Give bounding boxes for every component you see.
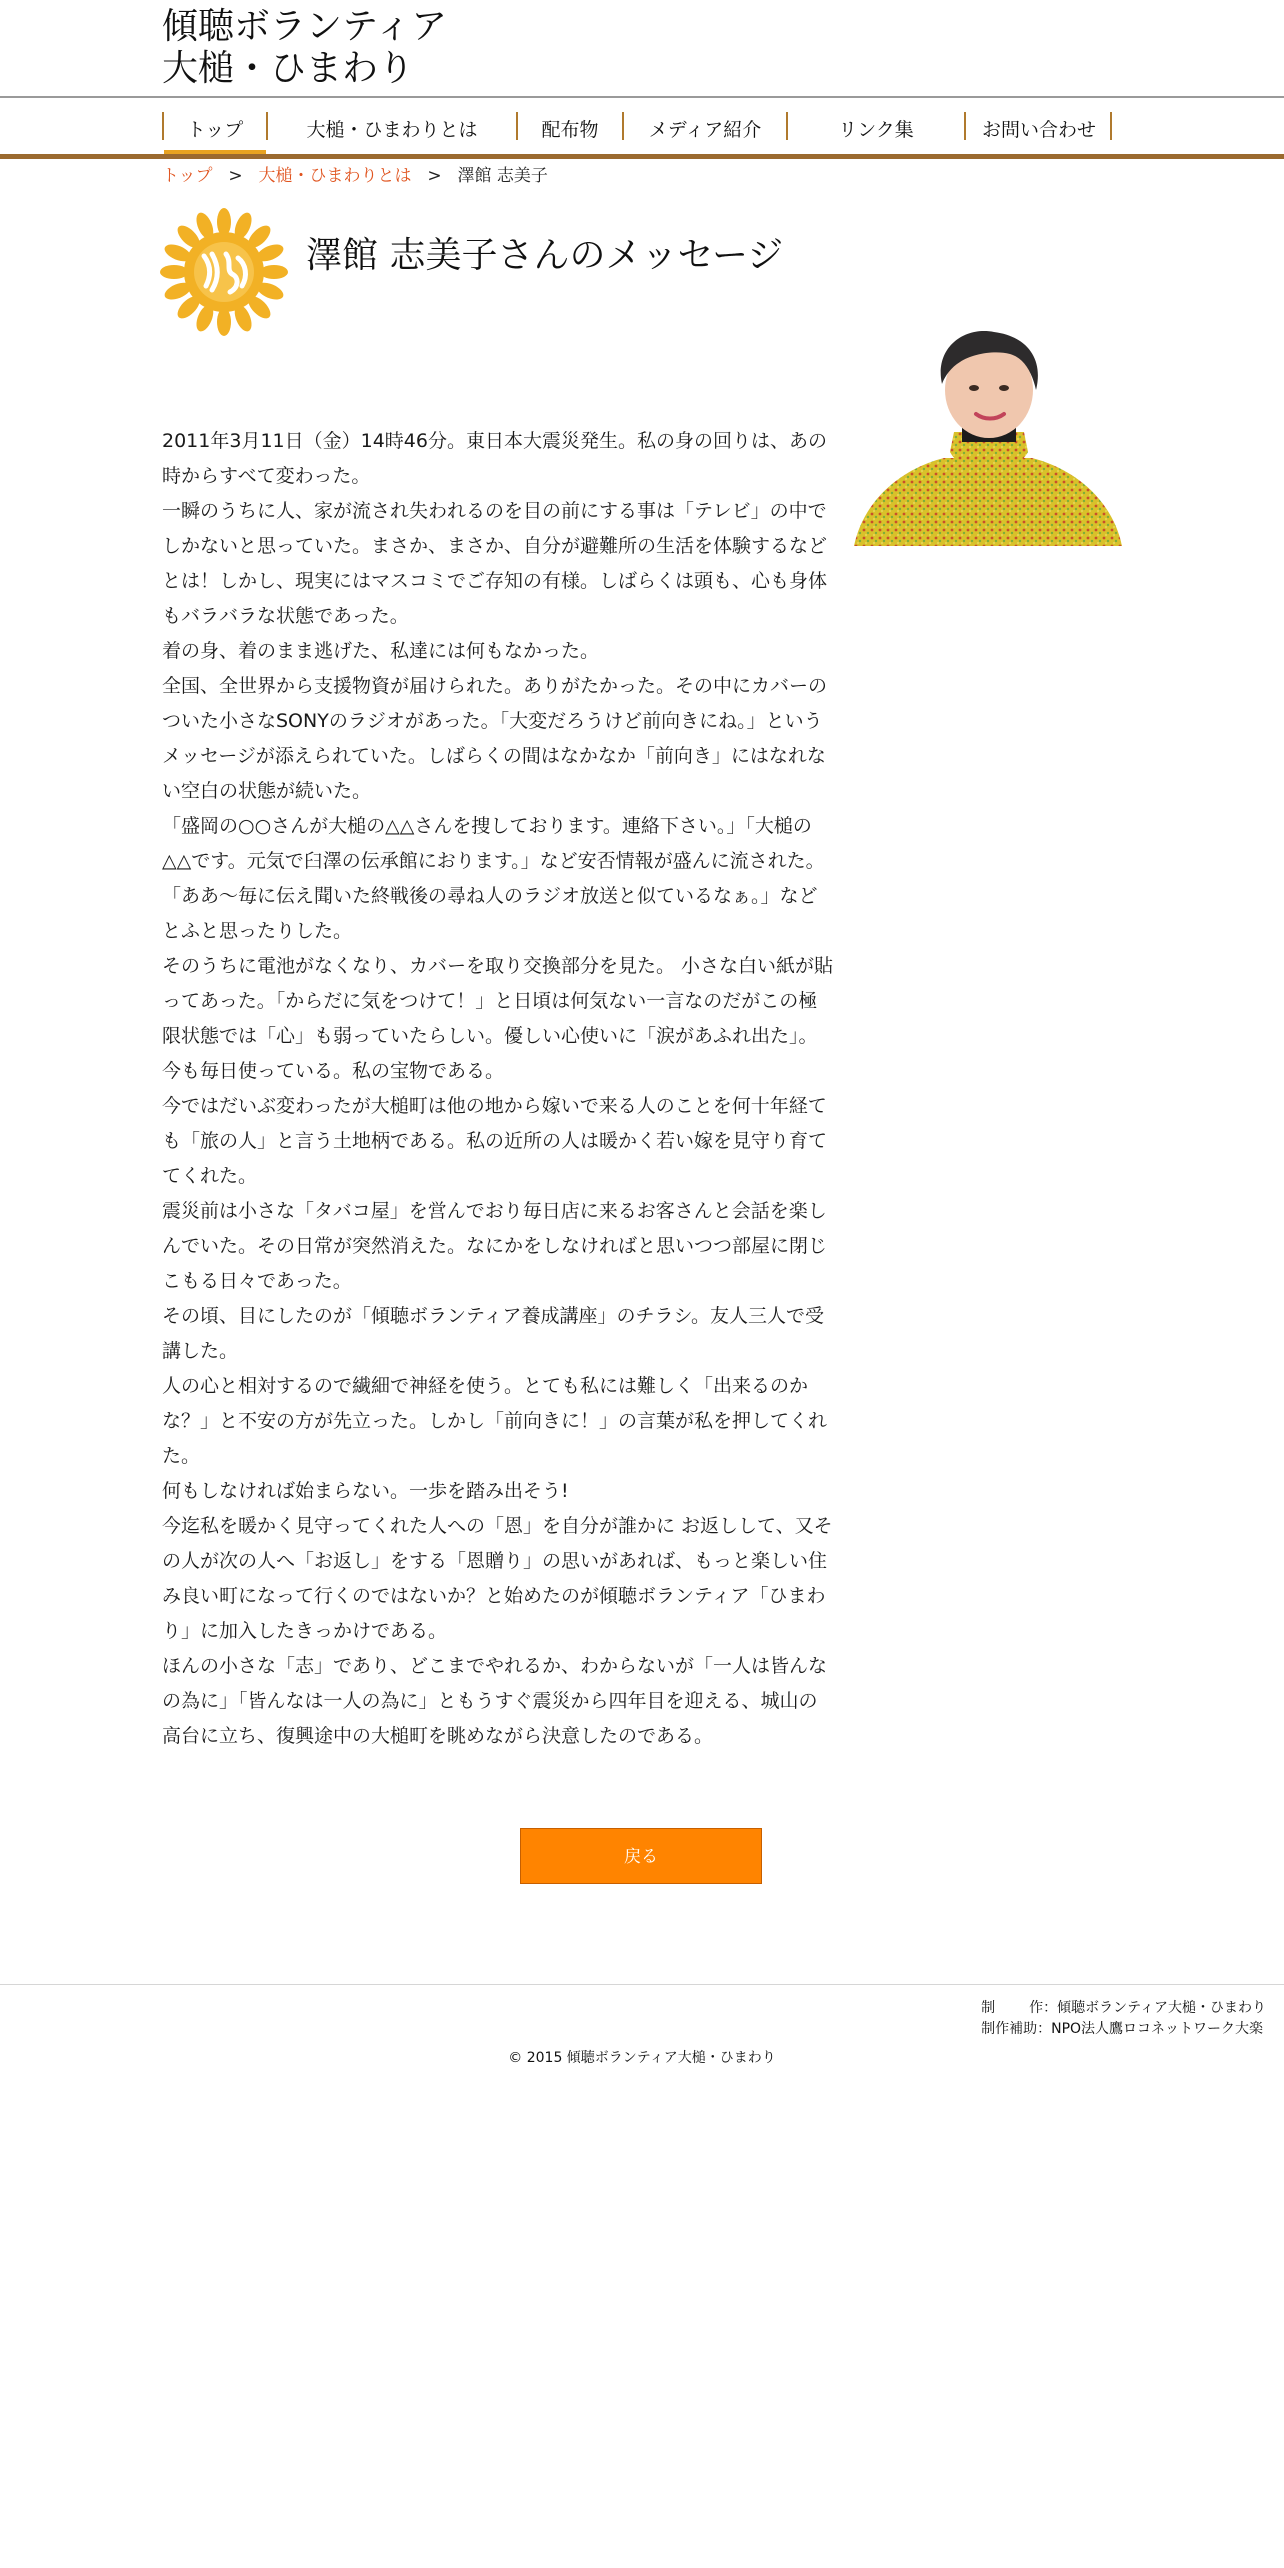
nav-item-media[interactable]: メディア紹介 bbox=[648, 119, 762, 141]
message-paragraph: その頃、目にしたのが「傾聴ボランティア養成講座」のチラシ。友人三人で受講した。 bbox=[162, 1305, 824, 1362]
breadcrumb-home-link[interactable]: トップ bbox=[162, 166, 213, 186]
breadcrumb-separator: > bbox=[228, 166, 243, 186]
nav-separator bbox=[516, 112, 518, 140]
credit-producer-value: ：傾聴ボランティア大槌・ひまわり bbox=[1043, 2000, 1266, 2016]
breadcrumb-current: 澤館 志美子 bbox=[457, 166, 548, 186]
nav-separator bbox=[964, 112, 966, 140]
nav-item-about[interactable]: 大槌・ひまわりとは bbox=[306, 119, 478, 141]
breadcrumb bbox=[162, 163, 548, 189]
nav-item-contact[interactable]: お問い合わせ bbox=[981, 119, 1096, 141]
breadcrumb-parent-link[interactable]: 大槌・ひまわりとは bbox=[258, 166, 412, 186]
message-paragraph: 2011年3月11日（金）14時46分。東日本大震災発生。私の身の回りは、あの時からすべて変わった。 bbox=[162, 430, 827, 487]
back-button[interactable]: 戻る bbox=[520, 1828, 762, 1884]
message-paragraph: 「盛岡の○○さんが大槌の△△さんを捜しております。連絡下さい。」「大槌の△△です。元気で臼澤の伝承館におります。」など安否情報が盛んに流された。 bbox=[162, 815, 825, 872]
nav-item-top[interactable]: トップ bbox=[164, 112, 266, 152]
nav-item-links[interactable]: リンク集 bbox=[838, 119, 914, 141]
nav-item-materials[interactable]: 配布物 bbox=[541, 119, 599, 141]
sunflower-logo-icon bbox=[160, 208, 288, 336]
main-nav bbox=[0, 98, 1284, 156]
message-paragraph: そのうちに電池がなくなり、カバーを取り交換部分を見た。 小さな白い紙が貼ってあった。「からだに気をつけて！」と日頃は何気ない一言なのだがこの極限状態では「心」も弱っていたらしい。優しい心使いに「涙があふれ出た」。今も毎日使っている。私の宝物である。 bbox=[162, 955, 834, 1082]
message-paragraph: 着の身、着のまま逃げた、私達には何もなかった。 bbox=[162, 640, 600, 662]
credit-support-value: ：NPO法人鷹ロコネットワーク大楽 bbox=[1037, 2021, 1264, 2037]
credit-support-label: 制作補助 bbox=[981, 2021, 1038, 2037]
message-paragraph: 一瞬のうちに人、家が流され失われるのを目の前にする事は「テレビ」の中でしかないと思っていた。まさか、まさか、自分が避難所の生活を体験するなどとは！しかし、現実にはマスコミでご存知の有様。しばらくは頭も、心も身体もバラバラな状態であった。 bbox=[162, 500, 828, 627]
message-paragraph: 今迄私を暖かく見守ってくれた人への「恩」を自分が誰かに お返しして、又その人が次の人へ「お返し」をする「恩贈り」の思いがあれば、もっと楽しい住み良い町になって行くのではないか？と始めたのが傾聴ボランティア「ひまわり」に加入したきっかけである。 bbox=[162, 1515, 833, 1642]
message-paragraph: 「ああ〜毎に伝え聞いた終戦後の尋ね人のラジオ放送と似ているなぁ。」などとふと思ったりした。 bbox=[162, 885, 818, 942]
nav-separator bbox=[162, 112, 164, 140]
breadcrumb-separator: > bbox=[427, 166, 442, 186]
nav-separator bbox=[1110, 112, 1112, 140]
portrait-photo bbox=[854, 328, 1122, 546]
message-paragraph: 何もしなければ始まらない。一歩を踏み出そう! bbox=[162, 1480, 569, 1502]
site-title-line2: 大槌・ひまわり bbox=[162, 48, 415, 89]
message-paragraph: ほんの小さな「志」であり、どこまでやれるか、わからないが「一人は皆んなの為に」「皆んなは一人の為に」ともうすぐ震災から四年目を迎える、城山の高台に立ち、復興途中の大槌町を眺めながら決意したのである。 bbox=[162, 1655, 828, 1747]
site-title-line1: 傾聴ボランティア bbox=[162, 6, 448, 47]
footer-divider bbox=[0, 1984, 1284, 1985]
site-title[interactable] bbox=[162, 6, 447, 90]
nav-bottom-border bbox=[0, 154, 1284, 159]
message-paragraph: 人の心と相対するので繊細で神経を使う。とても私には難しく「出来るのかな？」と不安の方が先立った。しかし「前向きに！」の言葉が私を押してくれた。 bbox=[162, 1375, 828, 1467]
copyright: © 2015 傾聴ボランティア大槌・ひまわり bbox=[508, 2050, 776, 2066]
message-paragraph: 今ではだいぶ変わったが大槌町は他の地から嫁いで来る人のことを何十年経ても「旅の人」と言う土地柄である。私の近所の人は暖かく若い嫁を見守り育ててくれた。 bbox=[162, 1095, 828, 1187]
credit-producer-label: 制作 bbox=[981, 2000, 1044, 2016]
nav-separator bbox=[266, 112, 268, 140]
nav-separator bbox=[622, 112, 624, 140]
message-body bbox=[162, 424, 834, 1754]
nav-separator bbox=[786, 112, 788, 140]
message-paragraph: 震災前は小さな「タバコ屋」を営んでおり毎日店に来るお客さんと会話を楽しんでいた。その日常が突然消えた。なにかをしなければと思いつつ部屋に閉じこもる日々であった。 bbox=[162, 1200, 828, 1292]
footer-credits bbox=[981, 1998, 1266, 2040]
message-paragraph: 全国、全世界から支援物資が届けられた。ありがたかった。その中にカバーのついた小さなSONYのラジオがあった。「大変だろうけど前向きにね。」というメッセージが添えられていた。しばらくの間はなかなか「前向き」にはなれない空白の状態が続いた。 bbox=[162, 675, 828, 802]
page-title: 澤館 志美子さんのメッセージ bbox=[306, 235, 784, 276]
